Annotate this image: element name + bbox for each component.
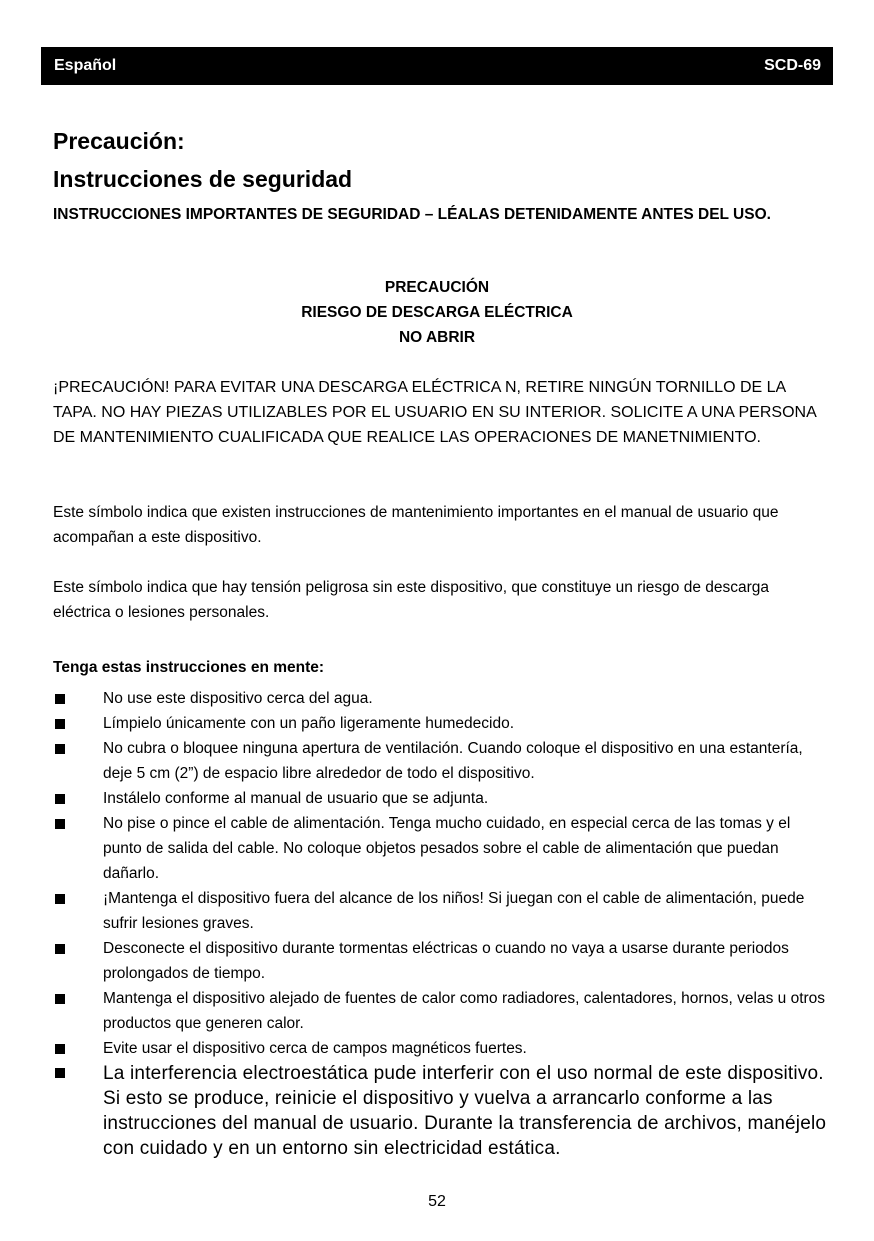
page-number: 52 xyxy=(428,1193,446,1210)
list-item xyxy=(53,711,828,736)
list-item-text: La interferencia electroestática pude interferir con el uso normal de este dispositivo. Si esto se produce, reinicie el dispositivo y vuelva a arrancarlo conforme a las instrucciones del manual de usuario. Durante la transferencia de archivos, manéjelo con cuidado y en un entorno sin electricidad estática. xyxy=(103,1063,827,1159)
header-model: SCD-69 xyxy=(764,57,821,74)
square-bullet-icon xyxy=(55,794,65,804)
list-item xyxy=(53,986,828,1036)
square-bullet-icon xyxy=(55,944,65,954)
list-heading: Tenga estas instrucciones en mente: xyxy=(53,659,325,676)
list-item xyxy=(53,1036,828,1061)
header-language: Español xyxy=(54,57,117,74)
list-item-text: Desconecte el dispositivo durante tormentas eléctricas o cuando no vaya a usarse durante periodos prolongados de tiempo. xyxy=(103,940,789,982)
square-bullet-icon xyxy=(55,894,65,904)
list-item xyxy=(53,886,828,936)
symbol-voltage-paragraph: Este símbolo indica que hay tensión peligrosa sin este dispositivo, que constituye un riesgo de descarga eléctrica o lesiones personales. xyxy=(53,579,770,621)
instruction-list xyxy=(53,686,828,1161)
list-item-text: No pise o pince el cable de alimentación. Tenga mucho cuidado, en especial cerca de las tomas y el punto de salida del cable. No coloque objetos pesados sobre el cable de alimentación que puedan dañarlo. xyxy=(103,815,791,882)
safety-title: Instrucciones de seguridad xyxy=(53,166,353,192)
caution-line-3: NO ABRIR xyxy=(398,329,476,346)
square-bullet-icon xyxy=(55,694,65,704)
square-bullet-icon xyxy=(55,744,65,754)
list-item-text: Mantenga el dispositivo alejado de fuentes de calor como radiadores, calentadores, hornos, velas u otros productos que generen calor. xyxy=(103,990,826,1032)
list-item xyxy=(53,786,828,811)
important-notice: INSTRUCCIONES IMPORTANTES DE SEGURIDAD – LÉALAS DETENIDAMENTE ANTES DEL USO. xyxy=(53,206,771,223)
list-item-text: Instálelo conforme al manual de usuario que se adjunta. xyxy=(103,790,489,807)
symbol-maintenance-paragraph: Este símbolo indica que existen instrucciones de mantenimiento importantes en el manual de usuario que acompañan a este dispositivo. xyxy=(53,504,779,546)
list-item-text: ¡Mantenga el dispositivo fuera del alcance de los niños! Si juegan con el cable de alimentación, puede sufrir lesiones graves. xyxy=(103,890,805,932)
caution-title: Precaución: xyxy=(53,128,185,154)
list-item xyxy=(53,686,828,711)
square-bullet-icon xyxy=(55,819,65,829)
header-bar xyxy=(41,47,833,85)
warning-paragraph: ¡PRECAUCIÓN! PARA EVITAR UNA DESCARGA ELÉCTRICA N, RETIRE NINGÚN TORNILLO DE LA TAPA. NO HAY PIEZAS UTILIZABLES POR EL USUARIO EN SU INTERIOR. SOLICITE A UNA PERSONA DE MANTENIMIENTO CUALIFICADA QUE REALICE LAS OPERACIONES DE MANETNIMIENTO. xyxy=(53,379,816,446)
caution-block xyxy=(0,275,874,350)
list-item xyxy=(53,1061,828,1161)
square-bullet-icon xyxy=(55,1044,65,1054)
square-bullet-icon xyxy=(55,994,65,1004)
caution-line-2: RIESGO DE DESCARGA ELÉCTRICA xyxy=(301,304,573,321)
list-item xyxy=(53,811,828,886)
list-item-text: No cubra o bloquee ninguna apertura de ventilación. Cuando coloque el dispositivo en una estantería, deje 5 cm (2”) de espacio libre alrededor de todo el dispositivo. xyxy=(103,740,803,782)
caution-line-1: PRECAUCIÓN xyxy=(384,279,490,296)
list-item-text: Límpielo únicamente con un paño ligeramente humedecido. xyxy=(103,715,515,732)
list-item xyxy=(53,736,828,786)
list-item-text: No use este dispositivo cerca del agua. xyxy=(103,690,373,707)
list-item-text: Evite usar el dispositivo cerca de campos magnéticos fuertes. xyxy=(103,1040,527,1057)
square-bullet-icon xyxy=(55,719,65,729)
square-bullet-icon xyxy=(55,1068,65,1078)
list-item xyxy=(53,936,828,986)
